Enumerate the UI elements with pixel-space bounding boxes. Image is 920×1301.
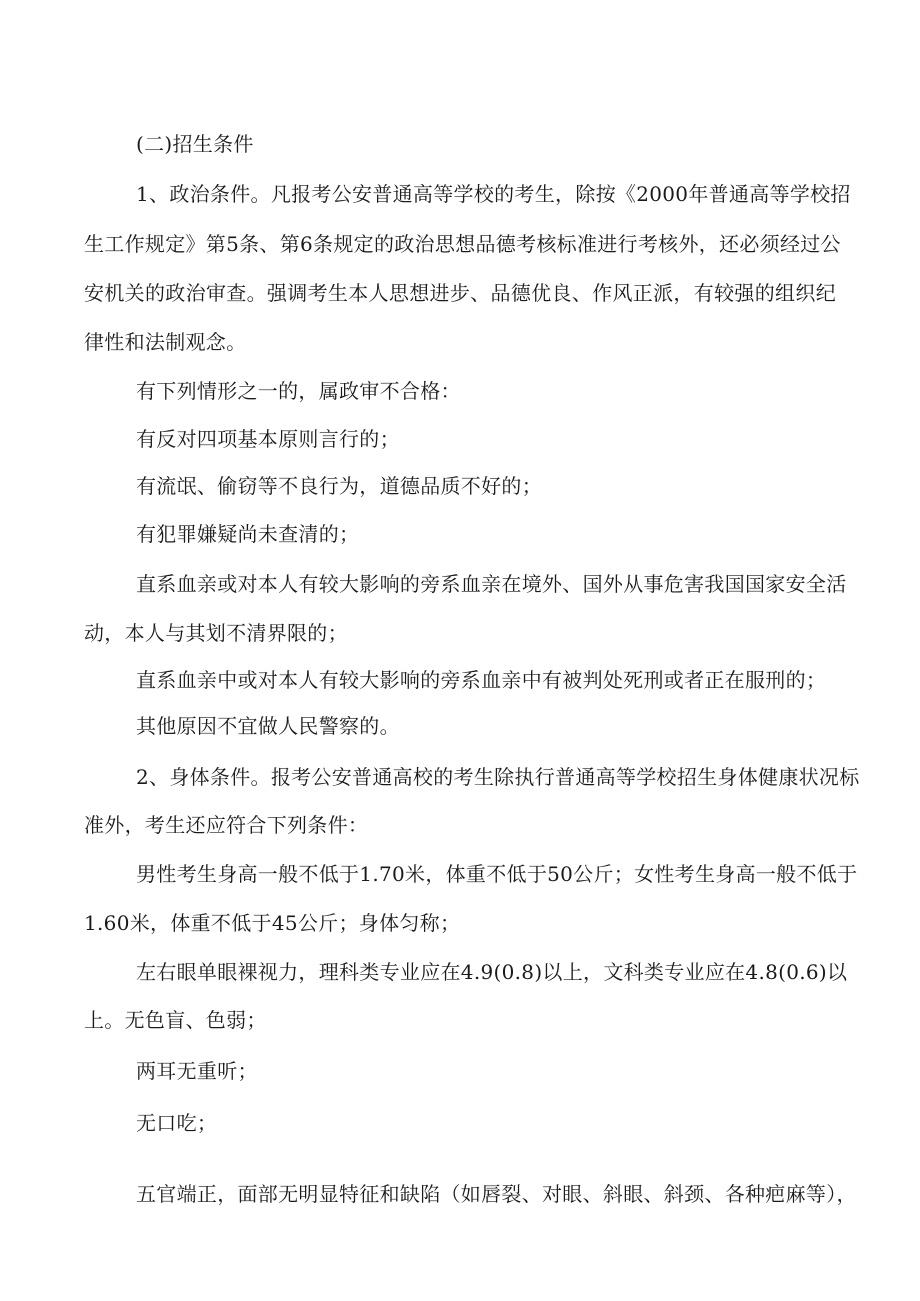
list-item-continued: 1.60米，体重不低于45公斤；身体匀称； xyxy=(84,911,461,935)
list-item: 男性考生身高一般不低于1.70米，体重不低于50公斤；女性考生身高一般不低于 xyxy=(136,862,858,886)
list-item: 直系血亲或对本人有较大影响的旁系血亲在境外、国外从事危害我国国家安全活 xyxy=(136,572,847,596)
paragraph-line: 安机关的政治审查。强调考生本人思想进步、品德优良、作风正派，有较强的组织纪 xyxy=(84,281,836,305)
paragraph-line: 2、身体条件。报考公安普通高校的考生除执行普通高等学校招生身体健康状况标 xyxy=(136,765,860,789)
paragraph-line: 准外，考生还应符合下列条件： xyxy=(84,813,369,837)
paragraph-line: 有下列情形之一的，属政审不合格： xyxy=(136,379,461,403)
list-item: 无口吃； xyxy=(136,1111,218,1135)
list-item-continued: 动，本人与其划不清界限的； xyxy=(84,621,348,645)
list-item-continued: 上。无色盲、色弱； xyxy=(84,1008,267,1032)
list-item: 有流氓、偷窃等不良行为，道德品质不好的； xyxy=(136,474,542,498)
paragraph-line: 生工作规定》第5条、第6条规定的政治思想品德考核标准进行考核外，还必须经过公 xyxy=(84,232,841,256)
list-item: 左右眼单眼裸视力，理科类专业应在4.9(0.8)以上，文科类专业应在4.8(0.6)以 xyxy=(136,960,848,984)
list-item: 有反对四项基本原则言行的； xyxy=(136,427,400,451)
section-heading: (二)招生条件 xyxy=(136,132,254,156)
list-item: 有犯罪嫌疑尚未查清的； xyxy=(136,522,360,546)
paragraph-line: 律性和法制观念。 xyxy=(84,330,247,354)
list-item: 五官端正，面部无明显特征和缺陷（如唇裂、对眼、斜眼、斜颈、各种疤麻等）， xyxy=(136,1182,857,1206)
list-item: 两耳无重听； xyxy=(136,1059,258,1083)
list-item: 直系血亲中或对本人有较大影响的旁系血亲中有被判处死刑或者正在服刑的； xyxy=(136,668,827,692)
paragraph-line: 1、政治条件。凡报考公安普通高等学校的考生，除按《2000年普通高等学校招 xyxy=(136,182,851,206)
list-item: 其他原因不宜做人民警察的。 xyxy=(136,714,400,738)
